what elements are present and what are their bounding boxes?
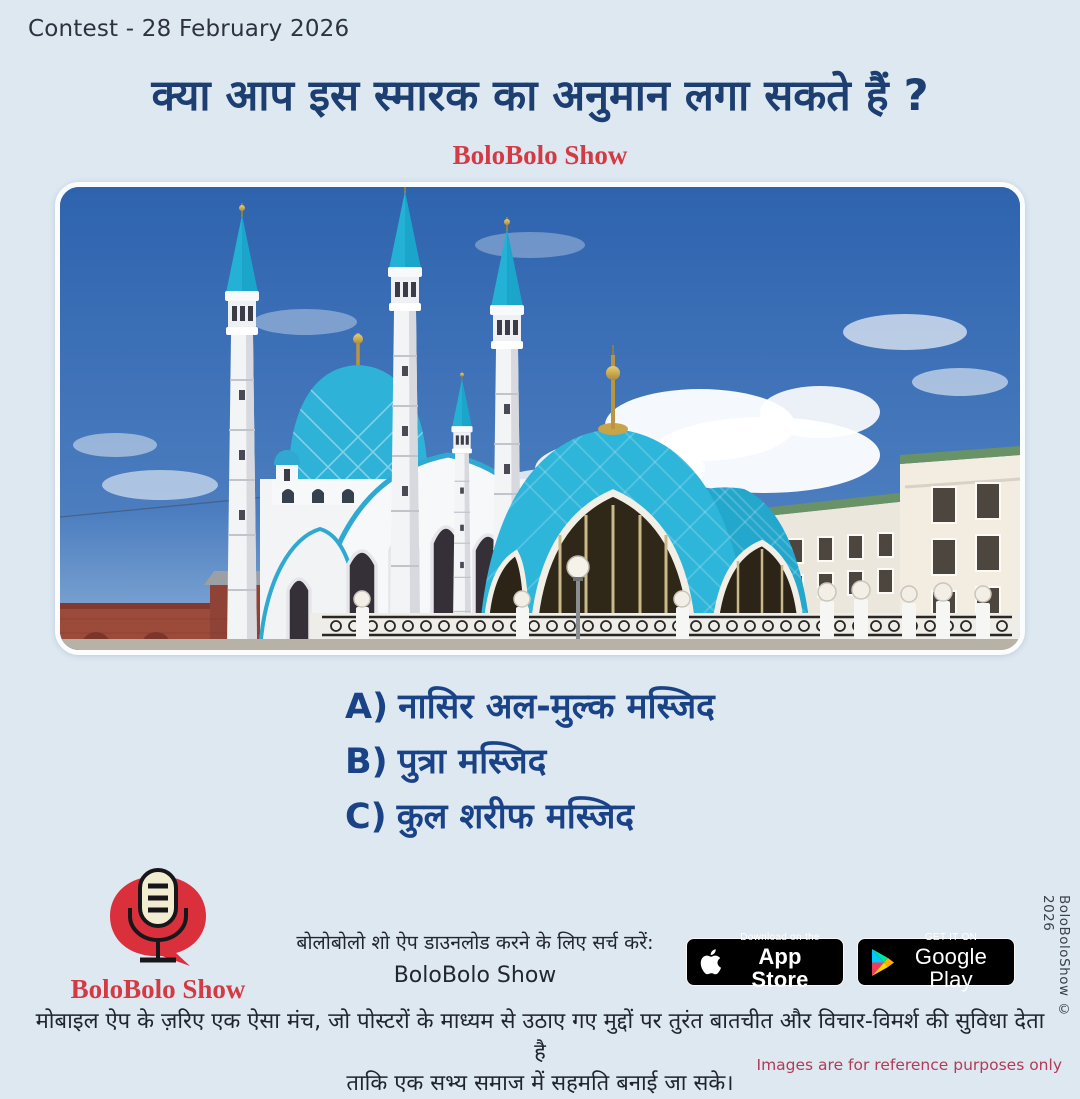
bolobolo-logo (58, 868, 258, 1005)
google-play-badge-small-text: GET IT ON (924, 932, 978, 944)
quiz-question-title: क्या आप इस स्मारक का अनुमान लगा सकते हैं ? (151, 71, 929, 121)
microphone-speech-bubble-icon (78, 868, 238, 972)
google-play-icon (868, 949, 898, 976)
mosque-photo-illustration (60, 187, 1020, 650)
vertical-copyright: BoloBoloShow © 2026 (1040, 895, 1072, 1018)
app-store-badge-big-text: App Store (751, 943, 809, 992)
brand-wordmark: BoloBolo Show (452, 140, 628, 170)
option-a-text: नासिर अल-मुल्क मस्जिद (398, 687, 715, 727)
google-play-badge-big-text: Google Play (914, 943, 988, 992)
app-name: BoloBolo Show (393, 963, 557, 988)
images-reference-note: Images are for reference purposes only (756, 1056, 1062, 1074)
store-badges (686, 932, 1015, 992)
app-tagline-line1: मोबाइल ऐप के ज़रिए एक ऐसा मंच, जो पोस्टरों के माध्यम से उठाए गए मुद्दों पर तुरंत बातचीत और विचार-विमर्श की सुविधा देता है (35, 1009, 1045, 1065)
option-c-text: कुल शरीफ मस्जिद (396, 797, 634, 837)
option-a (345, 680, 715, 735)
option-b-label: B) (345, 742, 388, 782)
download-instruction: बोलोबोलो शो ऐप डाउनलोड करने के लिए सर्च करें: (296, 931, 654, 954)
option-c (345, 790, 715, 845)
answer-options (345, 680, 715, 845)
app-store-badge[interactable] (686, 932, 844, 992)
contest-date: Contest - 28 February 2026 (28, 16, 350, 42)
option-c-label: C) (345, 797, 387, 837)
app-tagline-line2: ताकि एक सभ्य समाज में सहमति बनाई जा सके। (346, 1071, 734, 1096)
option-b-text: पुत्रा मस्जिद (397, 742, 547, 782)
app-tagline (30, 1006, 1050, 1099)
small-cupola (274, 450, 300, 485)
apple-icon (697, 947, 727, 977)
download-instruction-block (255, 928, 695, 988)
option-b (345, 735, 715, 790)
google-play-badge[interactable] (857, 932, 1015, 992)
app-store-badge-small-text: Download on the (740, 932, 820, 944)
option-a-label: A) (345, 687, 389, 727)
bolobolo-logo-text: BoloBolo Show (70, 974, 246, 1004)
mosque-photo (55, 182, 1025, 655)
